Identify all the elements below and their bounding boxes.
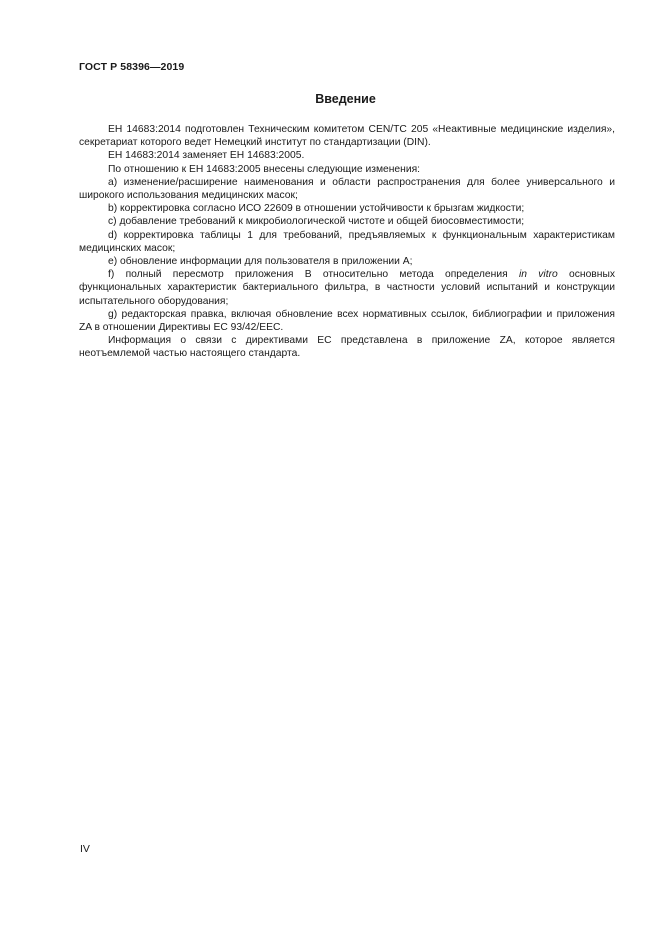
- list-item-f: f) полный пересмотр приложения В относительно метода определения in vitro основных функциональных характеристик бактериального фильтра, в частности условий испытаний и конструкции испытательного оборудования;: [79, 269, 615, 307]
- paragraph: По отношению к ЕН 14683:2005 внесены следующие изменения:: [108, 163, 421, 175]
- document-code: ГОСТ Р 58396—2019: [79, 61, 185, 73]
- paragraph: ЕН 14683:2014 заменяет ЕН 14683:2005.: [108, 150, 305, 162]
- latin-term: in vitro: [518, 269, 558, 281]
- list-item-a: a) изменение/расширение наименования и области распространения для более универсального и широкого использования медицинских масок;: [79, 176, 615, 202]
- page-number: IV: [80, 843, 90, 855]
- list-item-g: g) редакторская правка, включая обновление всех нормативных ссылок, библиографии и приложения ZA в отношении Директивы ЕС 93/42/EEC.: [79, 308, 615, 334]
- list-item-e: e) обновление информации для пользователя в приложении А;: [108, 256, 413, 268]
- paragraph: ЕН 14683:2014 подготовлен Техническим комитетом CEN/TC 205 «Неактивные медицинские изделия», секретариат которого ведет Немецкий институт по стандартизации (DIN).: [79, 124, 615, 149]
- document-body: [79, 123, 615, 361]
- list-item-c: c) добавление требований к микробиологической чистоте и общей биосовместимости;: [108, 216, 525, 228]
- paragraph: Информация о связи с директивами ЕС представлена в приложение ZA, которое является неотъемлемой частью настоящего стандарта.: [79, 335, 615, 360]
- list-item-d: d) корректировка таблицы 1 для требований, предъявляемых к функциональным характеристикам медицинских масок;: [79, 229, 615, 254]
- list-item-b: b) корректировка согласно ИСО 22609 в отношении устойчивости к брызгам жидкости;: [108, 203, 525, 215]
- section-title: Введение: [315, 92, 376, 106]
